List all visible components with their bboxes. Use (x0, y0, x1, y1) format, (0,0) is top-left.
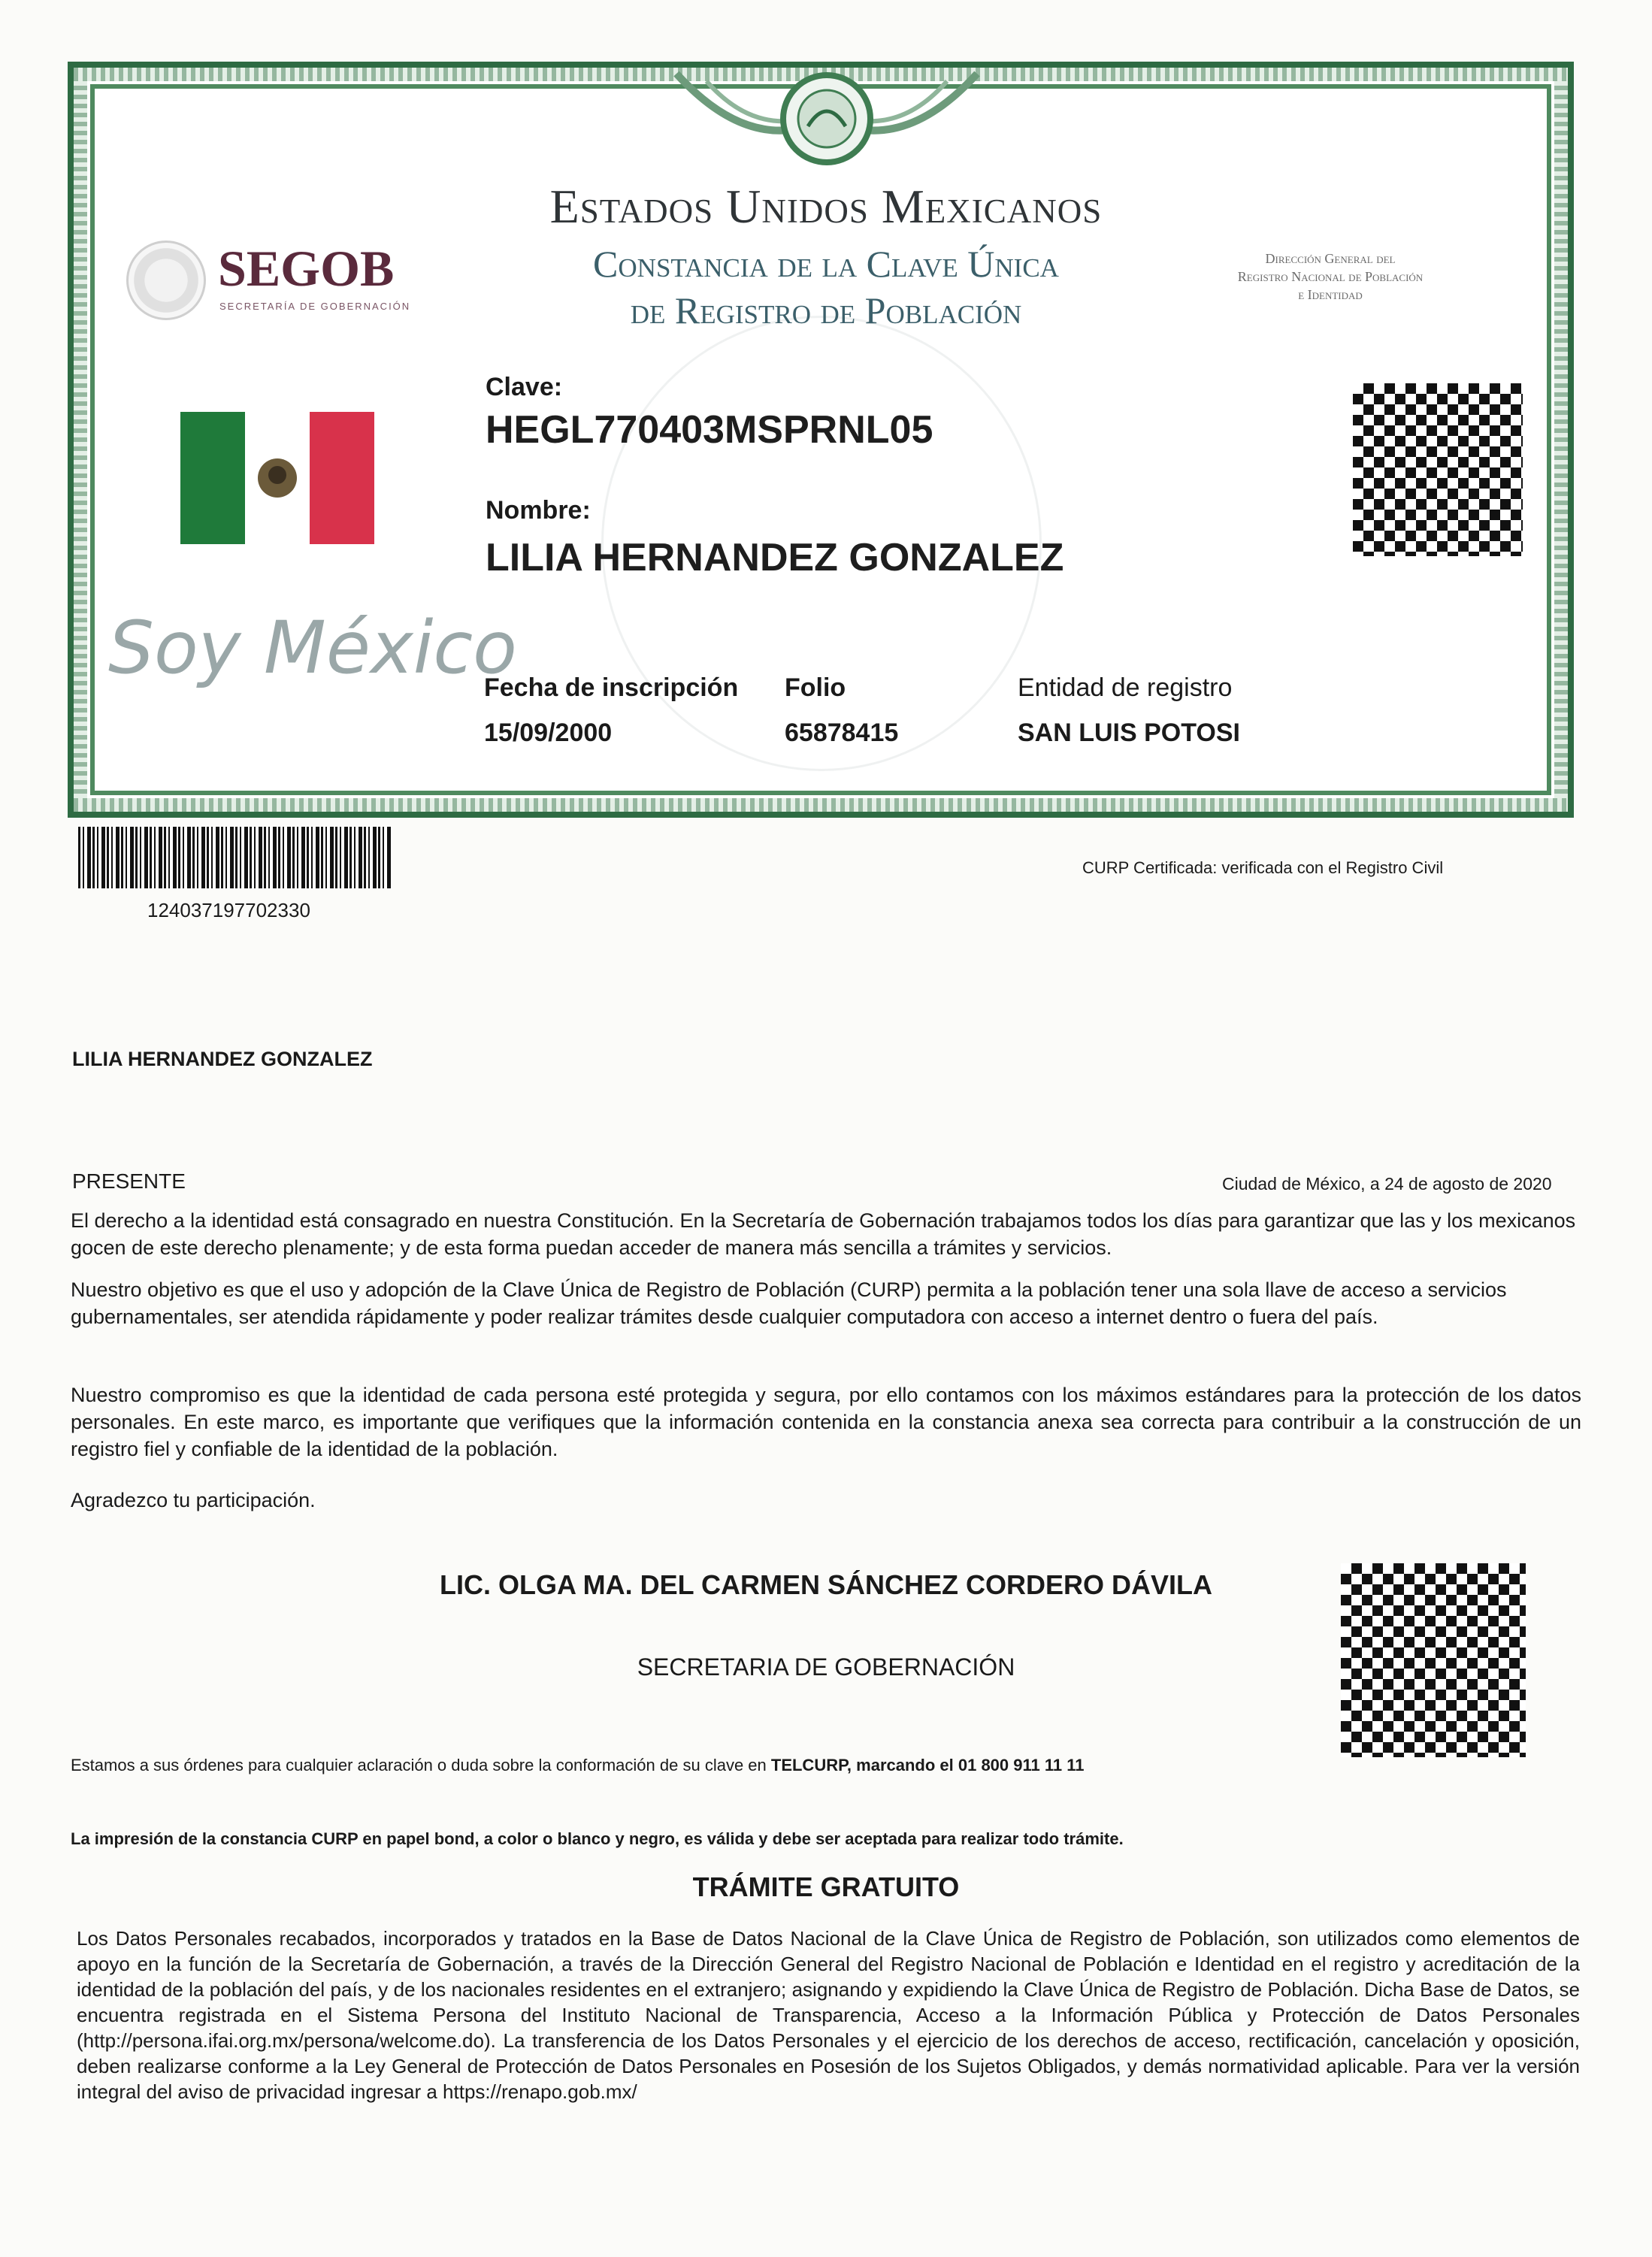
signer-name: LIC. OLGA MA. DEL CARMEN SÁNCHEZ CORDERO DÁVILA (439, 1569, 1212, 1600)
barcode-icon (78, 827, 392, 888)
fecha-inscripcion-value: 15/09/2000 (484, 719, 613, 747)
clave-label: Clave: (486, 373, 563, 401)
dgrn-line-2: Registro Nacional de Población (1237, 269, 1424, 284)
letter-place-date: Ciudad de México, a 24 de agosto de 2020 (1222, 1174, 1552, 1194)
segob-seal-icon (126, 241, 206, 320)
privacy-notice: Los Datos Personales recabados, incorporados y tratados en la Base de Datos Nacional de la Clave Única de Registro de Población, son utilizados como elementos de apoyo en la función de la Secretaría de Gobernación, a través de la Dirección General del Registro Nacional de Población e Identidad en el registro y acreditación de la identidad de la población del país, y de los nacionales residentes en el extranjero; asignando y expidiendo la Clave Única de Registro de Población. Dicha Base de Datos, se encuentra registrada en el Sistema Persona del Instituto Nacional de Transparencia, Acceso a la Información Pública y Protección de Datos Personales (http://persona.ifai.org.mx/persona/welcome.do). La transferencia de los Datos Personales y el ejercicio de los derechos de acceso, rectificación, cancelación y oposición, deben realizarse conforme a la Ley General de Protección de Datos Personales en Posesión de los Sujetos Obligados, y demás normatividad aplicable. Para ver la versión integral del aviso de privacidad ingresar a https://renapo.gob.mx/ (77, 1927, 1580, 2103)
mexican-flag-icon (180, 412, 374, 544)
letter-paragraph-1: El derecho a la identidad está consagrado en nuestra Constitución. En la Secretaría de Gobernación trabajamos todos los días para garantizar que las y los mexicanos gocen de este derecho plenamente; y de esta forma puedan acceder de manera más sencilla a trámites y servicios. (71, 1209, 1576, 1259)
segob-logo: SEGOB (218, 240, 395, 297)
clave-value: HEGL770403MSPRNL05 (486, 408, 933, 452)
certified-note: CURP Certificada: verificada con el Registro Civil (1082, 858, 1444, 877)
segob-logo-subtext: SECRETARÍA DE GOBERNACIÓN (219, 301, 411, 312)
dgrn-logo (1172, 250, 1488, 304)
folio-value: 65878415 (785, 719, 899, 747)
certificate-qr-code-icon (1353, 383, 1523, 556)
folio-label: Folio (785, 673, 846, 702)
nombre-label: Nombre: (486, 496, 591, 525)
dgrn-line-1: Dirección General del (1265, 251, 1396, 266)
letter-paragraph-3: Nuestro compromiso es que la identidad de cada persona esté protegida y segura, por ello contamos con los máximos estándares para la protección de los datos personales. En este marco, es importante que verifiques que la información contenida en la constancia anexa sea correcta para contribuir a la construcción de un registro fiel y confiable de la identidad de la población. (71, 1384, 1581, 1460)
telcurp-phone: TELCURP, marcando el 01 800 911 11 11 (770, 1756, 1085, 1774)
letter-qr-code-icon (1341, 1563, 1526, 1757)
fecha-inscripcion-label: Fecha de inscripción (484, 673, 739, 702)
letter-paragraph-2: Nuestro objetivo es que el uso y adopción de la Clave Única de Registro de Población (CURP) permita a la población tener una sola llave de acceso a servicios gubernamentales, ser atendida rápidamente y poder realizar trámites desde cualquier computadora con acceso a internet dentro o fuera del país. (71, 1278, 1507, 1328)
subtitle-line-1: Constancia de la Clave Única (593, 243, 1059, 285)
document-title: Estados Unidos Mexicanos (549, 180, 1103, 233)
national-emblem-icon (661, 66, 992, 171)
letter-greeting: PRESENTE (72, 1169, 186, 1193)
letter-recipient: LILIA HERNANDEZ GONZALEZ (72, 1048, 373, 1070)
nombre-value: LILIA HERNANDEZ GONZALEZ (486, 536, 1064, 579)
soy-mexico-slogan: Soy México (108, 606, 517, 690)
print-validity-note: La impresión de la constancia CURP en papel bond, a color o blanco y negro, es válida y debe ser aceptada para realizar todo trámite. (71, 1829, 1124, 1848)
free-procedure-heading: TRÁMITE GRATUITO (692, 1871, 960, 1902)
entidad-registro-value: SAN LUIS POTOSI (1018, 719, 1240, 747)
contact-text: Estamos a sus órdenes para cualquier aclaración o duda sobre la conformación de su clave en (71, 1756, 771, 1774)
letter-thanks: Agradezco tu participación. (71, 1489, 316, 1511)
entidad-registro-label: Entidad de registro (1018, 673, 1233, 702)
dgrn-line-3: e Identidad (1298, 287, 1363, 302)
contact-line (71, 1756, 1085, 1775)
subtitle-line-2: de Registro de Población (630, 289, 1022, 331)
signer-title: SECRETARIA DE GOBERNACIÓN (637, 1653, 1015, 1681)
barcode-number: 124037197702330 (147, 899, 310, 921)
